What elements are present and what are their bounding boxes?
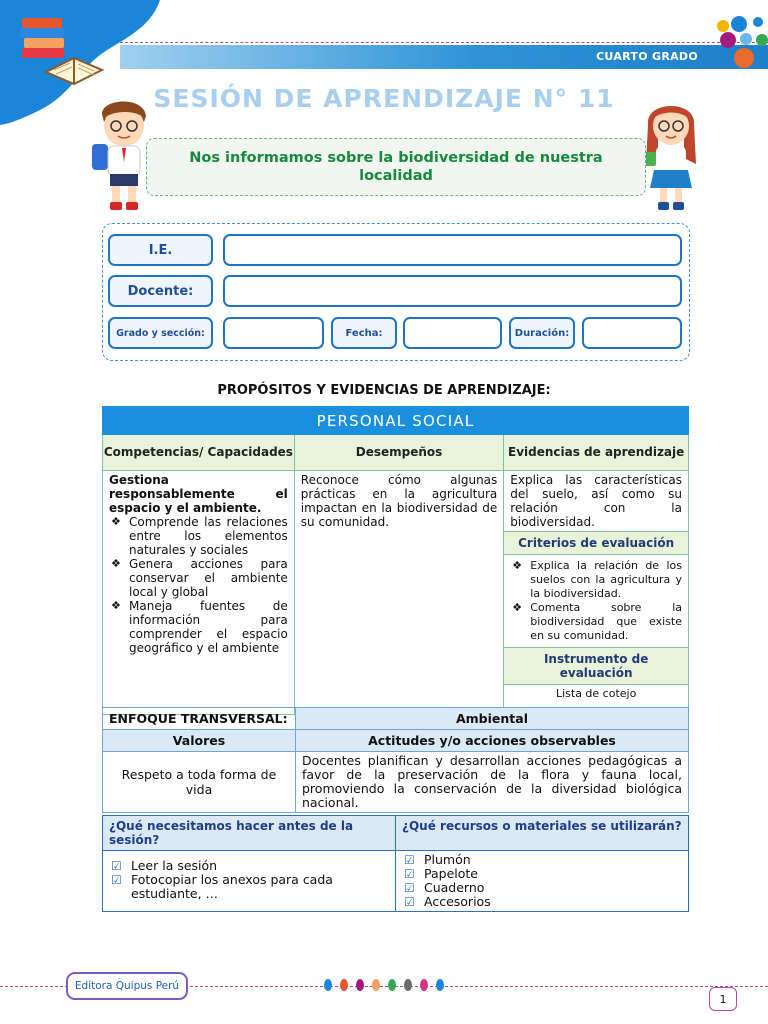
before-cell <box>103 851 396 912</box>
fecha-field[interactable] <box>403 317 502 349</box>
criterios-list <box>510 559 682 643</box>
resources-header: ¿Qué recursos o materiales se utilizarán? <box>396 816 689 851</box>
header-bar <box>120 42 768 70</box>
enfoque-label: ENFOQUE TRANSVERSAL: <box>103 708 296 730</box>
fecha-label: Fecha: <box>331 317 397 349</box>
instrumento-value: Lista de cotejo <box>504 685 689 715</box>
grade-label: CUARTO GRADO <box>596 50 698 63</box>
instrumento-header: Instrumento de evaluación <box>504 648 689 685</box>
checkbox-icon: ☑ <box>111 873 122 887</box>
list-item: ☑ Fotocopiar los anexos para cada estudiante, … <box>111 872 333 901</box>
duracion-field[interactable] <box>582 317 682 349</box>
books-icon <box>16 10 106 88</box>
grado-seccion-label: Grado y sección: <box>108 317 213 349</box>
list-item: ☑ Plumón <box>404 852 471 867</box>
checkbox-icon: ☑ <box>404 853 415 867</box>
resources-list <box>396 851 688 911</box>
checkbox-icon: ☑ <box>111 859 122 873</box>
girl-illustration <box>640 94 702 214</box>
enfoque-value: Ambiental <box>296 708 689 730</box>
enfoque-table <box>102 707 689 813</box>
header-dashed-line <box>120 42 768 43</box>
competencias-cell <box>103 471 295 715</box>
capacidades-list <box>109 515 288 655</box>
session-title: SESIÓN DE APRENDIZAJE N° 11 <box>153 84 615 113</box>
desempeno-cell: Reconoce cómo algunas prácticas en la agricultura impactan en la biodiversidad de su comunidad. <box>294 471 504 715</box>
preparation-table <box>102 815 689 912</box>
resources-cell <box>396 851 689 912</box>
docente-field[interactable] <box>223 275 682 307</box>
duracion-label: Duración: <box>509 317 575 349</box>
purposes-heading: PROPÓSITOS Y EVIDENCIAS DE APRENDIZAJE: <box>217 383 551 398</box>
list-item: ☑ Leer la sesión <box>111 858 218 873</box>
area-title: PERSONAL SOCIAL <box>103 407 689 435</box>
competencia-title: Gestiona responsablemente el espacio y el ambiente. <box>109 473 288 515</box>
list-item: ❖ Genera acciones para conservar el ambiente local y global <box>111 557 288 599</box>
before-header: ¿Qué necesitamos hacer antes de la sesión? <box>103 816 396 851</box>
list-item: ❖ Maneja fuentes de información para comprender el espacio geográfico y el ambiente <box>111 599 288 655</box>
valores-header: Valores <box>103 730 296 752</box>
topic-box <box>146 138 646 196</box>
criterios-header: Criterios de evaluación <box>504 532 689 555</box>
diamond-bullet-icon: ❖ <box>111 515 121 528</box>
publisher-badge: Editora Quipus Perú <box>66 972 188 1000</box>
checkbox-icon: ☑ <box>404 881 415 895</box>
docente-label: Docente: <box>108 275 213 307</box>
list-item: ❖ Explica la relación de los suelos con la agricultura y la biodiversidad. <box>512 559 682 600</box>
leaves-decoration-icon <box>320 976 450 996</box>
ie-label: I.E. <box>108 234 213 266</box>
diamond-bullet-icon: ❖ <box>111 557 121 570</box>
list-item: ❖ Comprende las relaciones entre los elementos naturales y sociales <box>111 515 288 557</box>
checkbox-icon: ☑ <box>404 895 415 909</box>
list-item: ☑ Papelote <box>404 866 478 881</box>
actitudes-header: Actitudes y/o acciones observables <box>296 730 689 752</box>
actitud-cell: Docentes planifican y desarrollan acciones pedagógicas a favor de la preservación de la flora y fauna local, promoviendo la conservación de la diversidad biológica nacional. <box>296 752 689 813</box>
list-item: ☑ Accesorios <box>404 894 491 909</box>
evidencias-header: Evidencias de aprendizaje <box>504 435 689 471</box>
diamond-bullet-icon: ❖ <box>512 559 523 572</box>
purposes-table <box>102 406 689 715</box>
valor-cell: Respeto a toda forma de vida <box>103 752 296 813</box>
criterios-cell <box>504 555 689 648</box>
diamond-bullet-icon: ❖ <box>111 599 121 612</box>
competencias-header: Competencias/ Capacidades <box>103 435 295 471</box>
list-item: ❖ Comenta sobre la biodiversidad que existe en su comunidad. <box>512 601 682 642</box>
desempenos-header: Desempeños <box>294 435 504 471</box>
page-number: 1 <box>709 987 737 1011</box>
grado-seccion-field[interactable] <box>223 317 324 349</box>
diamond-bullet-icon: ❖ <box>512 601 523 614</box>
before-list <box>103 857 395 903</box>
decorative-dots <box>714 14 768 72</box>
list-item: ☑ Cuaderno <box>404 880 485 895</box>
ie-field[interactable] <box>223 234 682 266</box>
checkbox-icon: ☑ <box>404 867 415 881</box>
topic-title: Nos informamos sobre la biodiversidad de nuestra localidad <box>189 150 603 184</box>
evidencia-cell: Explica las características del suelo, así como su relación con la biodiversidad. <box>504 471 689 532</box>
